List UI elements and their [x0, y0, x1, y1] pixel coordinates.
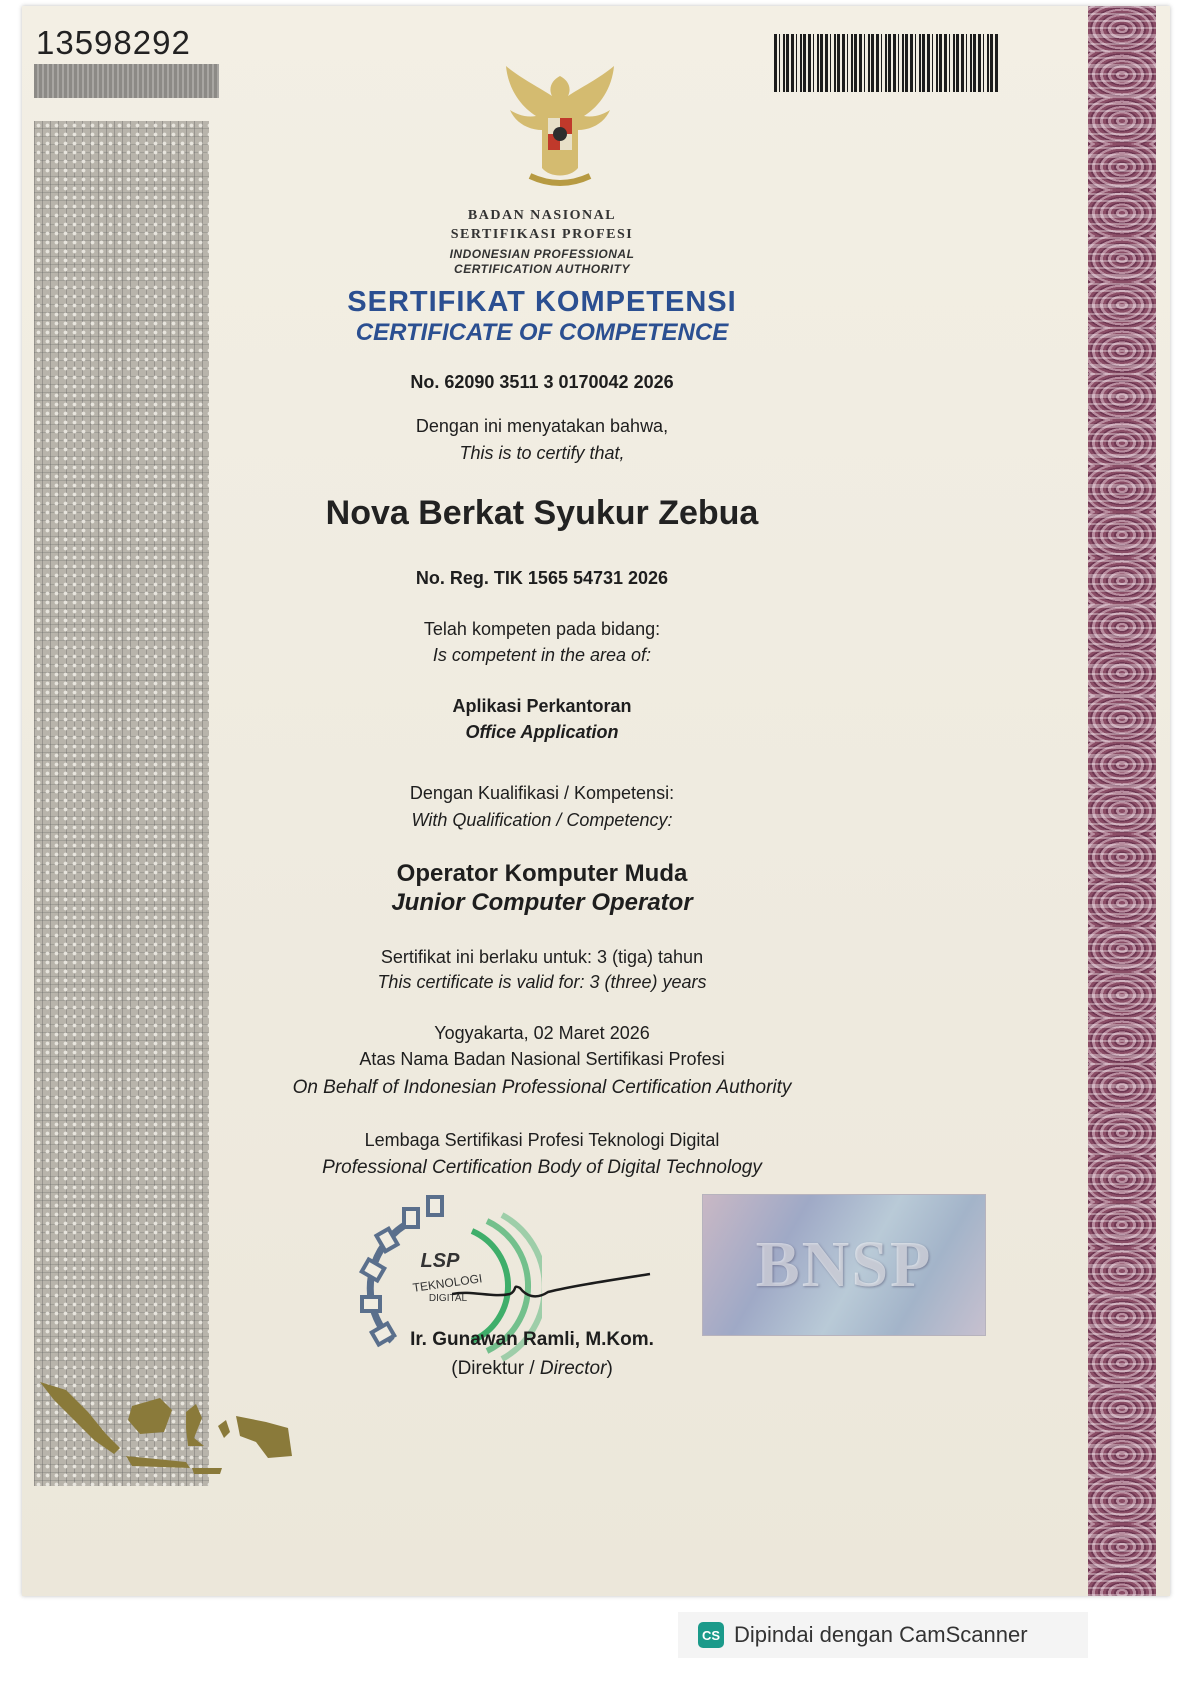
area-en: Office Application — [465, 722, 619, 742]
serial-number: 13598292 — [36, 24, 191, 61]
lsp-logo-line2: TEKNOLOGI — [411, 1271, 484, 1295]
garuda-emblem-icon — [490, 58, 630, 198]
serial-bar — [34, 64, 219, 98]
signatory-role-en: Director — [539, 1358, 607, 1379]
guilloche-border — [1088, 6, 1156, 1596]
qualification-label-id: Dengan Kualifikasi / Kompetensi: — [409, 783, 675, 803]
hologram-seal — [702, 1194, 986, 1336]
security-pattern-strip — [34, 121, 209, 1486]
certificate-title-id: SERTIFIKAT KOMPETENSI — [347, 286, 737, 318]
certificate-sheet — [22, 6, 1170, 1596]
hologram-text: BNSP — [755, 1228, 933, 1301]
qualification-label-en: With Qualification / Competency: — [411, 810, 673, 830]
issuer-name-id — [222, 206, 862, 244]
camscanner-watermark — [678, 1612, 1088, 1658]
holder-name: Nova Berkat Syukur Zebua — [325, 494, 759, 532]
qualification-en: Junior Computer Operator — [391, 889, 693, 916]
issuer-name-id-line1: BADAN NASIONAL — [467, 208, 617, 223]
issuer-name-en — [222, 247, 862, 277]
lsp-logo-line1: LSP — [420, 1250, 460, 1272]
camscanner-text: Dipindai dengan CamScanner — [734, 1622, 1028, 1647]
intro-en: This is to certify that, — [459, 443, 625, 463]
intro-id: Dengan ini menyatakan bahwa, — [415, 416, 669, 436]
registration-number: No. Reg. TIK 1565 54731 2026 — [415, 568, 669, 588]
issuer-name-en-line1: INDONESIAN PROFESSIONAL — [449, 247, 635, 261]
validity-id: Sertifikat ini berlaku untuk: 3 (tiga) tahun — [380, 947, 704, 967]
on-behalf-en: On Behalf of Indonesian Professional Certification Authority — [292, 1077, 792, 1098]
lsp-logo-line3: DIGITAL — [428, 1293, 468, 1304]
signatory-role: (Direktur / Director) — [451, 1358, 613, 1379]
certificate-number: No. 62090 3511 3 0170042 2026 — [410, 372, 674, 392]
indonesia-map-icon — [36, 1376, 296, 1486]
signatory-name: Ir. Gunawan Ramli, M.Kom. — [410, 1329, 654, 1350]
area-label-en: Is competent in the area of: — [432, 645, 652, 665]
on-behalf-id: Atas Nama Badan Nasional Sertifikasi Profesi — [359, 1049, 725, 1069]
area-label-id: Telah kompeten pada bidang: — [423, 619, 661, 639]
issuer-name-id-line2: SERTIFIKASI PROFESI — [450, 227, 634, 242]
certification-body-en: Professional Certification Body of Digital Technology — [322, 1157, 762, 1178]
camscanner-icon: CS — [698, 1622, 724, 1648]
qualification-id: Operator Komputer Muda — [396, 860, 688, 887]
validity-en: This certificate is valid for: 3 (three) years — [377, 972, 707, 992]
certification-body-id: Lembaga Sertifikasi Profesi Teknologi Digital — [364, 1130, 720, 1150]
issuer-name-en-line2: CERTIFICATION AUTHORITY — [454, 262, 630, 276]
certificate-title-en: CERTIFICATE OF COMPETENCE — [355, 319, 729, 346]
signatory-role-separator: / — [524, 1358, 540, 1379]
signature-stroke — [452, 1264, 652, 1304]
signatory-role-id: Direktur — [457, 1358, 525, 1379]
barcode — [774, 34, 1000, 92]
area-id: Aplikasi Perkantoran — [452, 696, 632, 716]
place-date: Yogyakarta, 02 Maret 2026 — [434, 1023, 650, 1043]
